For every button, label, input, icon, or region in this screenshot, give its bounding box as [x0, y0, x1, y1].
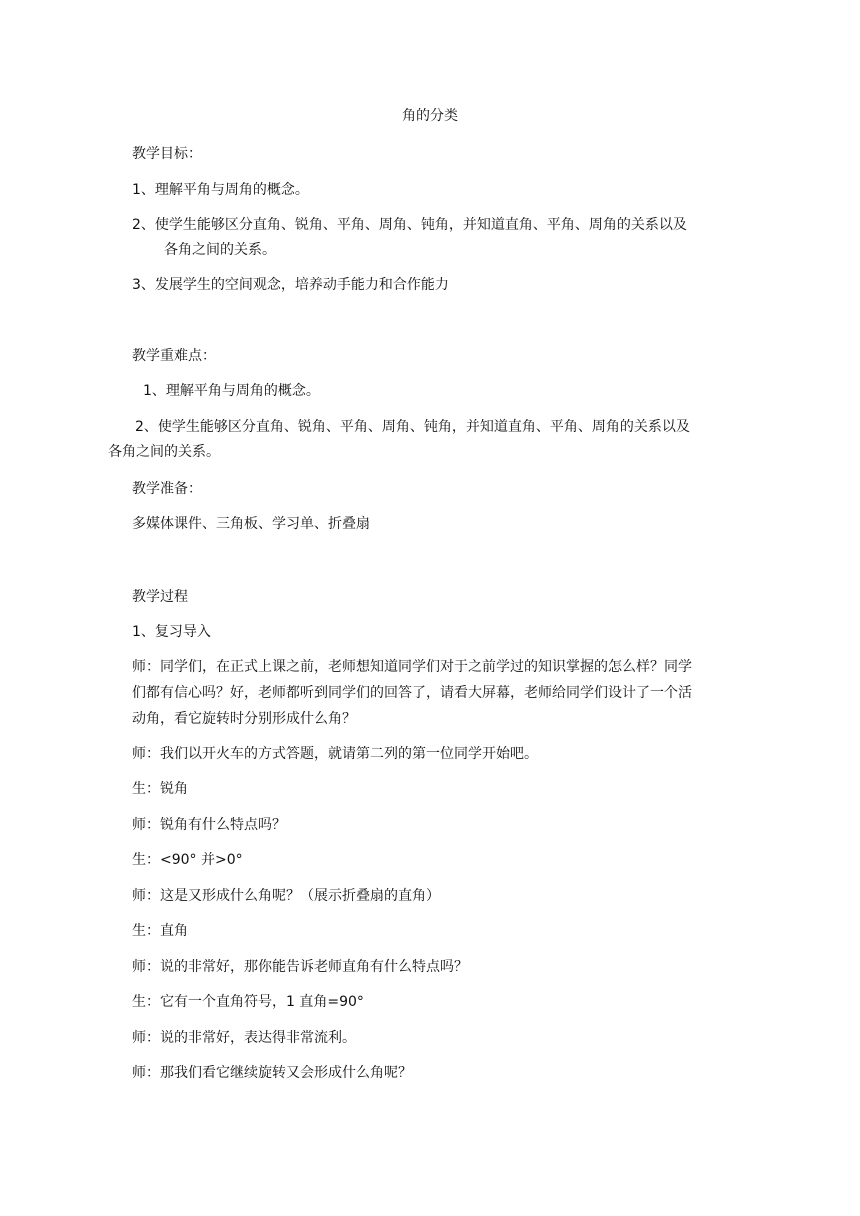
objectives-heading: 教学目标：: [132, 146, 202, 162]
dialogue-line-12: 师：说的非常好，表达得非常流利。: [132, 1030, 356, 1046]
process-step-1: 1、复习导入: [132, 624, 211, 640]
key-point-line-2: 2、使学生能够区分直角、锐角、平角、周角、钝角，并知道直角、平角、周角的关系以及: [135, 419, 690, 435]
dialogue-line-11: 生：它有一个直角符号，1 直角=90°: [132, 994, 364, 1010]
objective-line-3: 3、发展学生的空间观念，培养动手能力和合作能力: [132, 277, 449, 293]
preparation-text: 多媒体课件、三角板、学习单、折叠扇: [132, 516, 370, 532]
dialogue-line-4: 师：我们以开火车的方式答题，就请第二列的第一位同学开始吧。: [132, 746, 538, 762]
key-point-line-2-continued: 各角之间的关系。: [108, 444, 220, 460]
objective-line-1: 1、理解平角与周角的概念。: [132, 182, 309, 198]
dialogue-line-9: 生：直角: [132, 923, 188, 939]
dialogue-line-1: 师：同学们，在正式上课之前，老师想知道同学们对于之前学过的知识掌握的怎么样？同学: [132, 659, 692, 675]
dialogue-line-7: 生：<90° 并>0°: [132, 852, 243, 868]
dialogue-line-8: 师：这是又形成什么角呢？（展示折叠扇的直角）: [132, 888, 440, 904]
key-points-heading: 教学重难点：: [132, 348, 216, 364]
objective-line-2: 2、使学生能够区分直角、锐角、平角、周角、钝角，并知道直角、平角、周角的关系以及: [132, 217, 687, 233]
preparation-heading: 教学准备：: [132, 481, 202, 497]
document-title: 角的分类: [402, 108, 458, 124]
dialogue-line-3: 动角，看它旋转时分别形成什么角？: [132, 711, 356, 727]
dialogue-line-2: 们都有信心吗？好，老师都听到同学们的回答了，请看大屏幕，老师给同学们设计了一个活: [132, 685, 692, 701]
dialogue-line-6: 师：锐角有什么特点吗？: [132, 817, 286, 833]
key-point-line-1: 1、理解平角与周角的概念。: [143, 383, 320, 399]
objective-line-2-continued: 各角之间的关系。: [164, 242, 276, 258]
dialogue-line-13: 师：那我们看它继续旋转又会形成什么角呢？: [132, 1065, 412, 1081]
dialogue-line-10: 师：说的非常好，那你能告诉老师直角有什么特点吗？: [132, 959, 468, 975]
dialogue-line-5: 生：锐角: [132, 781, 188, 797]
process-heading: 教学过程: [132, 589, 188, 605]
